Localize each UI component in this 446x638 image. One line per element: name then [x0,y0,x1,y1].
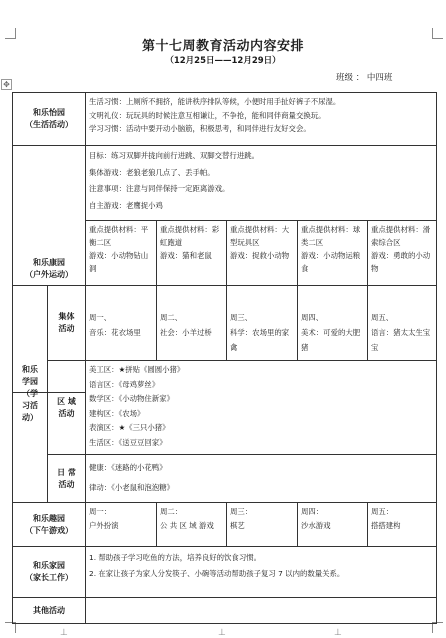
daily-item: 健康：《迷路的小花鸭》 [89,463,167,472]
afternoon-game-cell: 周二： 公 共 区 域 游戏 [156,502,227,547]
outdoor-material-cell: 重点提供材料：平衡二区 游戏：小动物钻山洞 [85,220,157,286]
outdoor-material-cell: 重点提供材料：滑索综合区 游戏：勇敢的小动物 [367,220,437,286]
daily-activity-content [85,454,437,503]
life-line: 生活习惯：上厕所不拥挤，能讲秩序排队等候，小便时用手扯好裤子不尿湿。 [89,97,341,106]
outdoor-goal-line: 注意事项：注意与同伴保持一定距离游戏。 [89,184,230,193]
afternoon-game-cell: 周三： 棋艺 [226,502,298,547]
afternoon-game-cell: 周一： 户外扮演 [85,502,157,547]
outdoor-goal-line: 自主游戏：老鹰捉小鸡 [89,200,163,210]
outdoor-goal-line: 集体游戏：老狼老狼几点了、丢手帕。 [89,167,215,177]
area-item: 建构区：《农场》 [89,408,145,418]
family-content [85,546,437,598]
area-item: 美工区：★拼贴《圆圆小猪》 [89,365,185,374]
column-marker-icon[interactable]: ⊥ [218,628,226,638]
collective-activity-cell: 周二、 社会：小羊过桥 [156,285,227,361]
study-section-label: 和乐 学园 （学 习活 动） [12,285,48,503]
collective-activity-cell: 周五、 语言：猪太太生宝宝 [367,285,437,361]
collective-activity-label: 集体 活动 [47,285,86,361]
outdoor-material-cell: 重点提供材料：大型玩具区 游戏：捉救小动物 [226,220,298,286]
column-marker-icon[interactable]: ⊥ [334,628,342,638]
life-line: 文明礼仪：玩玩具的时候注意互相谦让，不争抢，能和同伴商量交换玩。 [89,110,326,120]
collective-activity-cell: 周三、 科学：农场里的家禽 [226,285,298,361]
collective-activity-cell: 周一、 音乐：花衣场里 [85,285,157,361]
other-content[interactable] [85,597,437,624]
life-section-label: 和乐怡园 （生活活动） [12,92,86,146]
outdoor-goals [85,145,437,221]
collective-activity-cell: 周四、 美术：可爱的大肥猪 [297,285,368,361]
area-item: 生活区：《送豆豆回家》 [89,437,167,447]
schedule-table [12,92,437,624]
family-line: 2. 在家让孩子为家人分发筷子、小碗等活动帮助孩子复习 7 以内的数量关系。 [89,569,345,578]
daily-activity-label: 日 常 活动 [47,454,86,503]
family-section-label: 和乐家园 （家长工作） [12,546,86,598]
column-marker-icon[interactable]: ⊥ [60,628,68,638]
life-line: 学习习惯：活动中要开动小脑筋，积极思考，和同伴进行友好交会。 [89,124,311,134]
outdoor-section-label: 和乐康园 （户外运动） [12,145,86,393]
area-item: 数学区：《小动物住新家》 [89,394,174,404]
outdoor-goal-line: 目标：练习双脚并拢向前行进跳、双脚交替行进跳。 [89,151,259,160]
family-line: 1. 帮助孩子学习吃鱼的方法，培养良好的饮食习惯。 [89,553,261,562]
daily-item: 律动：《小老鼠和泡泡糖》 [89,483,174,492]
afternoon-game-cell: 周四： 沙水游戏 [297,502,368,547]
area-activity-label: 区 域 活动 [47,360,86,455]
class-label: 班级 ： 中四班 [336,73,393,83]
outdoor-material-cell: 重点提供材料：球类二区 游戏：小动物运粮食 [297,220,368,286]
other-section-label: 其他活动 [12,597,86,624]
area-activity-content [85,360,437,455]
date-range: （12月25日——12月29日） [165,56,281,66]
area-item: 语言区：《母鸡萝丝》 [89,379,160,389]
document-title: 第十七周教育活动内容安排 [141,39,304,54]
table-move-handle-icon[interactable]: ✥ [1,79,12,90]
afternoon-game-cell: 周五： 搭搭建构 [367,502,437,547]
outdoor-material-cell: 重点提供材料：彩虹跑道 游戏：猫和老鼠 [156,220,227,286]
life-content [85,92,437,146]
play-section-label: 和乐趣园 （下午游戏） [12,502,86,547]
area-item: 表演区：★《三只小猪》 [89,423,170,433]
